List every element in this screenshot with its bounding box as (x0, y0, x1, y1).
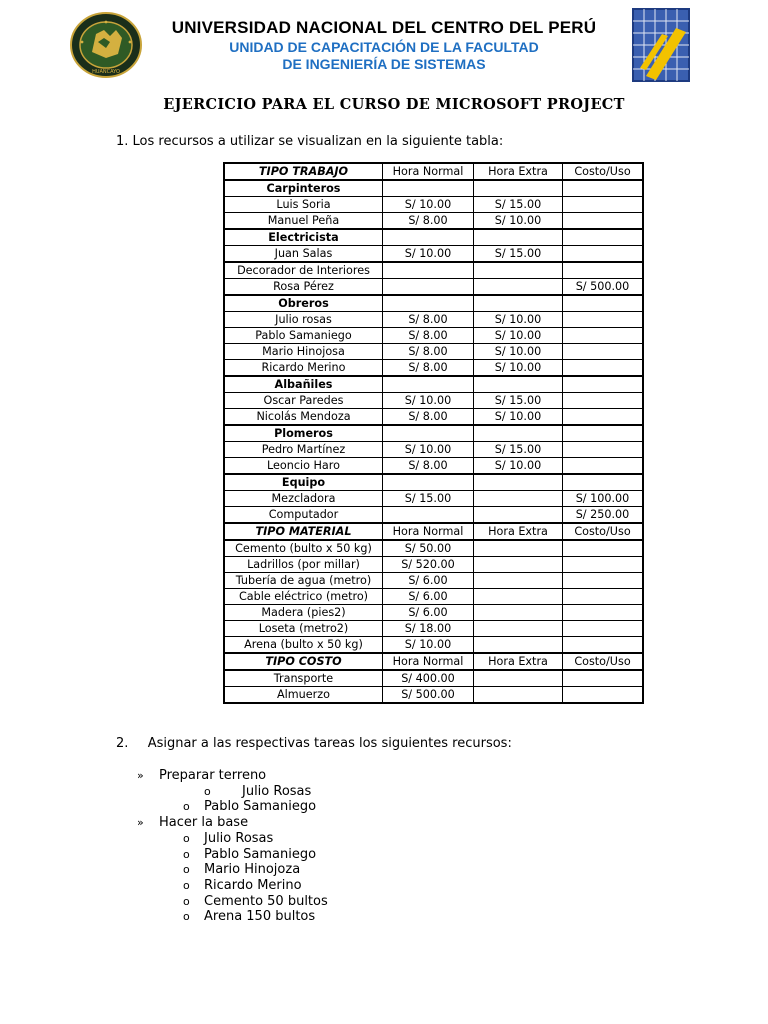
table-cell: Mezcladora (224, 491, 383, 507)
table-cell: S/ 10.00 (474, 328, 563, 344)
circle-bullet-icon: o (183, 894, 190, 908)
table-cell: S/ 10.00 (383, 246, 474, 263)
table-row (224, 557, 643, 573)
faculty-logo (632, 8, 690, 82)
table-cell: Plomeros (224, 425, 383, 442)
table-cell: S/ 500.00 (383, 687, 474, 704)
table-cell: S/ 8.00 (383, 328, 474, 344)
table-cell: Arena (bulto x 50 kg) (224, 637, 383, 654)
seal-lettering: HUANCAYO (92, 69, 120, 75)
task-label: Preparar terreno (159, 768, 267, 783)
table-cell (474, 557, 563, 573)
table-cell (563, 573, 644, 589)
table-cell: Oscar Paredes (224, 393, 383, 409)
table-cell: Costo/Uso (563, 523, 644, 540)
table-row (224, 279, 643, 296)
table-cell (383, 229, 474, 246)
table-row (224, 507, 643, 524)
table-cell: S/ 6.00 (383, 573, 474, 589)
table-cell: Almuerzo (224, 687, 383, 704)
table-cell (474, 621, 563, 637)
table-cell (474, 687, 563, 704)
table-cell: Hora Normal (383, 523, 474, 540)
table-cell: Juan Salas (224, 246, 383, 263)
table-cell: S/ 520.00 (383, 557, 474, 573)
table-cell (563, 360, 644, 377)
table-cell (474, 279, 563, 296)
table-row (224, 605, 643, 621)
table-cell: S/ 100.00 (563, 491, 644, 507)
resources-table-body (224, 163, 643, 703)
table-cell (563, 637, 644, 654)
task-label: Hacer la base (159, 815, 249, 831)
table-cell: S/ 10.00 (383, 442, 474, 458)
table-cell (474, 229, 563, 246)
step-2-number: 2. (116, 736, 129, 751)
table-cell: Hora Normal (383, 653, 474, 670)
circle-bullet-icon: o (183, 910, 190, 924)
table-cell: Carpinteros (224, 180, 383, 197)
unit-name-line1: UNIDAD DE CAPACITACIÓN DE LA FACULTAD (229, 39, 539, 55)
table-cell (474, 295, 563, 312)
table-cell: Transporte (224, 670, 383, 687)
table-cell (563, 393, 644, 409)
table-cell: S/ 15.00 (474, 393, 563, 409)
table-cell: Rosa Pérez (224, 279, 383, 296)
table-cell: S/ 6.00 (383, 589, 474, 605)
table-cell: Ricardo Merino (224, 360, 383, 377)
table-cell: Pablo Samaniego (224, 328, 383, 344)
task-resource-item: Pablo Samaniego (204, 846, 317, 862)
table-header-row (224, 163, 643, 180)
circle-bullet-icon: o (183, 878, 190, 892)
table-cell: Julio rosas (224, 312, 383, 328)
table-cell: S/ 18.00 (383, 621, 474, 637)
table-cell (563, 474, 644, 491)
table-cell: Cable eléctrico (metro) (224, 589, 383, 605)
table-cell: S/ 500.00 (563, 279, 644, 296)
table-cell: Obreros (224, 295, 383, 312)
table-cell: S/ 8.00 (383, 344, 474, 360)
table-header-row (224, 653, 643, 670)
table-row (224, 621, 643, 637)
table-group-row (224, 376, 643, 393)
table-cell (563, 442, 644, 458)
table-cell: Hora Extra (474, 523, 563, 540)
table-cell: S/ 50.00 (383, 540, 474, 557)
step-2 (116, 736, 512, 751)
resources-table (223, 162, 644, 704)
table-row (224, 670, 643, 687)
table-cell (563, 376, 644, 393)
table-group-row (224, 474, 643, 491)
table-cell (563, 458, 644, 475)
table-cell (563, 180, 644, 197)
table-cell: S/ 8.00 (383, 458, 474, 475)
intro-text: 1. Los recursos a utilizar se visualizan en la siguiente tabla: (116, 134, 504, 149)
table-group-row (224, 295, 643, 312)
table-cell (474, 573, 563, 589)
table-group-row (224, 425, 643, 442)
table-row (224, 393, 643, 409)
table-cell (474, 637, 563, 654)
table-cell: S/ 10.00 (474, 458, 563, 475)
table-cell: Equipo (224, 474, 383, 491)
table-cell: Hora Normal (383, 163, 474, 180)
table-cell: S/ 8.00 (383, 360, 474, 377)
table-cell (474, 474, 563, 491)
table-cell: S/ 8.00 (383, 213, 474, 230)
table-cell (474, 670, 563, 687)
table-cell (383, 474, 474, 491)
exercise-title: EJERCICIO PARA EL CURSO DE MICROSOFT PROJECT (163, 96, 625, 113)
table-cell: S/ 6.00 (383, 605, 474, 621)
table-cell (563, 328, 644, 344)
table-cell: Pedro Martínez (224, 442, 383, 458)
table-cell: Madera (pies2) (224, 605, 383, 621)
table-cell: Leoncio Haro (224, 458, 383, 475)
unit-name (150, 39, 618, 73)
table-cell: TIPO MATERIAL (224, 523, 383, 540)
table-cell: S/ 10.00 (383, 197, 474, 213)
table-cell (474, 605, 563, 621)
table-header-row (224, 523, 643, 540)
table-row (224, 328, 643, 344)
table-row (224, 540, 643, 557)
table-cell (474, 262, 563, 279)
table-cell (383, 425, 474, 442)
table-cell (563, 262, 644, 279)
table-cell (563, 197, 644, 213)
table-cell: S/ 10.00 (474, 213, 563, 230)
table-cell: S/ 10.00 (474, 344, 563, 360)
table-cell (563, 670, 644, 687)
university-seal-logo (70, 12, 142, 78)
table-cell: S/ 8.00 (383, 312, 474, 328)
table-row (224, 573, 643, 589)
arrow-bullet-icon: » (137, 769, 144, 782)
table-row (224, 458, 643, 475)
table-cell: Manuel Peña (224, 213, 383, 230)
table-cell (563, 312, 644, 328)
table-cell (563, 229, 644, 246)
table-cell (474, 491, 563, 507)
table-cell (383, 180, 474, 197)
table-cell (383, 279, 474, 296)
table-cell (563, 540, 644, 557)
table-cell: S/ 15.00 (383, 491, 474, 507)
table-cell: Tubería de agua (metro) (224, 573, 383, 589)
table-cell (474, 589, 563, 605)
table-cell: TIPO COSTO (224, 653, 383, 670)
table-cell: Electricista (224, 229, 383, 246)
table-row (224, 312, 643, 328)
table-group-row (224, 229, 643, 246)
table-cell: Nicolás Mendoza (224, 409, 383, 426)
table-cell (563, 213, 644, 230)
table-row (224, 262, 643, 279)
table-row (224, 491, 643, 507)
table-cell (563, 295, 644, 312)
table-cell (383, 507, 474, 524)
table-cell: Loseta (metro2) (224, 621, 383, 637)
table-cell (563, 687, 644, 704)
circle-bullet-icon: o (204, 784, 211, 798)
table-row (224, 246, 643, 263)
table-cell: S/ 15.00 (474, 442, 563, 458)
task-resource-item: Mario Hinojoza (204, 862, 301, 878)
table-row (224, 442, 643, 458)
table-row (224, 409, 643, 426)
unit-name-line2: DE INGENIERÍA DE SISTEMAS (282, 56, 486, 72)
table-cell: Costo/Uso (563, 653, 644, 670)
circle-bullet-icon: o (183, 831, 190, 845)
table-cell: Decorador de Interiores (224, 262, 383, 279)
table-cell: Luis Soria (224, 197, 383, 213)
table-cell (474, 180, 563, 197)
task-resource-item: Julio Rosas (204, 830, 274, 846)
table-cell (474, 507, 563, 524)
arrow-bullet-icon: » (137, 816, 144, 830)
table-cell: S/ 15.00 (474, 246, 563, 263)
circle-bullet-icon: o (183, 800, 190, 814)
step-2-text: Asignar a las respectivas tareas los siguientes recursos: (147, 736, 512, 751)
table-cell (563, 425, 644, 442)
table-cell: Mario Hinojosa (224, 344, 383, 360)
university-name: UNIVERSIDAD NACIONAL DEL CENTRO DEL PERÚ (171, 18, 597, 37)
task-resource-item: Pablo Samaniego (204, 799, 317, 815)
task-resource-item: Cemento 50 bultos (204, 893, 328, 909)
table-cell (474, 376, 563, 393)
table-cell: S/ 400.00 (383, 670, 474, 687)
table-cell (383, 295, 474, 312)
table-cell (563, 246, 644, 263)
table-row (224, 360, 643, 377)
table-cell: Ladrillos (por millar) (224, 557, 383, 573)
table-cell: S/ 10.00 (383, 637, 474, 654)
table-row (224, 197, 643, 213)
table-cell: TIPO TRABAJO (224, 163, 383, 180)
task-resource-item: Ricardo Merino (204, 877, 302, 893)
table-cell (563, 621, 644, 637)
table-row (224, 213, 643, 230)
table-cell: S/ 8.00 (383, 409, 474, 426)
document-header (0, 0, 768, 92)
table-cell: Computador (224, 507, 383, 524)
table-cell: S/ 10.00 (474, 360, 563, 377)
circle-bullet-icon: o (183, 847, 190, 861)
table-cell (563, 589, 644, 605)
table-cell (383, 262, 474, 279)
table-cell: Hora Extra (474, 163, 563, 180)
table-cell (563, 605, 644, 621)
table-cell: Cemento (bulto x 50 kg) (224, 540, 383, 557)
task-resource-item: Arena 150 bultos (204, 909, 316, 925)
table-cell (563, 344, 644, 360)
table-cell: S/ 15.00 (474, 197, 563, 213)
table-cell (383, 376, 474, 393)
circle-bullet-icon: o (183, 863, 190, 877)
table-cell: S/ 10.00 (474, 312, 563, 328)
table-cell: S/ 250.00 (563, 507, 644, 524)
task-resource-item: Julio Rosas (242, 783, 312, 799)
table-cell (563, 557, 644, 573)
table-cell: Hora Extra (474, 653, 563, 670)
table-row (224, 637, 643, 654)
table-cell: Albañiles (224, 376, 383, 393)
table-cell (563, 409, 644, 426)
table-cell: Costo/Uso (563, 163, 644, 180)
table-cell (474, 540, 563, 557)
table-row (224, 344, 643, 360)
table-row (224, 687, 643, 704)
table-group-row (224, 180, 643, 197)
table-cell: S/ 10.00 (383, 393, 474, 409)
table-row (224, 589, 643, 605)
table-cell (474, 425, 563, 442)
table-cell: S/ 10.00 (474, 409, 563, 426)
